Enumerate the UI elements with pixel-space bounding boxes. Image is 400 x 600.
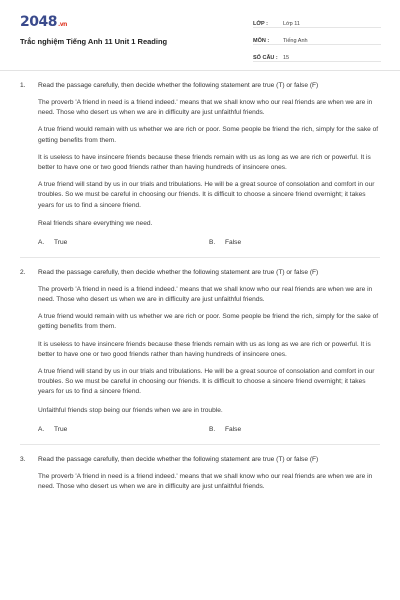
question-prompt: Read the passage carefully, then decide whether the following statement are true (T) or false (F) xyxy=(38,268,319,276)
logo-text: 2048 xyxy=(20,14,57,30)
question-number: 3. xyxy=(20,455,26,463)
option-text: False xyxy=(225,425,242,433)
question-statement: Real friends share everything we need. xyxy=(38,219,153,227)
passage-paragraph: The proverb 'A friend in need is a friend indeed.' means that we shall know who our real friends are when we are in need. Those who desert us when we are in difficulty are just unfaithful friends. xyxy=(38,99,373,117)
option-text: True xyxy=(54,425,68,433)
option-letter: A. xyxy=(38,425,45,433)
passage-paragraph: A true friend will stand by us in our trials and tribulations. He will be a great source of consolation and comfort in our troubles. So we must be careful in choosing our friends. It is difficult to choose a sincere friend overnight; it takes years for us to find a sincere friend. xyxy=(38,368,375,396)
question-3 xyxy=(0,445,400,492)
option-letter: B. xyxy=(209,425,216,433)
question-2 xyxy=(0,258,400,444)
option-b[interactable] xyxy=(209,239,380,246)
question-header xyxy=(20,268,380,278)
question-body xyxy=(20,285,380,444)
question-header xyxy=(20,81,380,91)
passage-paragraph: A true friend will stand by us in our trials and tribulations. He will be a great source of consolation and comfort in our troubles. So we must be careful in choosing our friends. It is difficult to choose a sincere friend overnight; it takes years for us to find a sincere friend. xyxy=(38,181,375,209)
meta-value-grade: Lớp 11 xyxy=(283,21,300,27)
question-prompt: Read the passage carefully, then decide whether the following statement are true (T) or false (F) xyxy=(38,455,319,463)
meta-value-count: 15 xyxy=(283,55,290,61)
quiz-meta xyxy=(253,14,381,65)
page-title: Trắc nghiệm Tiếng Anh 11 Unit 1 Reading xyxy=(20,37,168,46)
passage-paragraph: A true friend would remain with us whether we are rich or poor. Some people be friend the rich, simply for the sake of getting benefits from them. xyxy=(38,126,379,144)
meta-label-subject: MÔN : xyxy=(253,38,270,44)
meta-value-subject: Tiếng Anh xyxy=(283,38,308,44)
meta-label-count: SỐ CÂU : xyxy=(253,55,278,61)
meta-row-grade xyxy=(253,14,381,28)
logo-suffix: .vn xyxy=(57,21,67,28)
option-text: False xyxy=(225,238,242,246)
question-header xyxy=(20,455,380,465)
meta-row-subject xyxy=(253,31,381,45)
question-number: 1. xyxy=(20,82,26,89)
meta-row-count xyxy=(253,48,381,62)
question-prompt: Read the passage carefully, then decide whether the following statement are true (T) or false (F) xyxy=(38,82,319,89)
option-b[interactable] xyxy=(209,426,380,433)
option-letter: A. xyxy=(38,238,45,246)
passage-paragraph: It is useless to have insincere friends because these friends remain with us as long as we are rich or powerful. It is better to have one or two good friends rather than having hundreds of insincere ones. xyxy=(38,153,371,172)
question-body xyxy=(20,472,380,492)
passage-paragraph: The proverb 'A friend in need is a friend indeed.' means that we shall know who our real friends are when we are in need. Those who desert us when we are in difficulty are just unfaithful friends. xyxy=(38,285,373,304)
passage-paragraph: It is useless to have insincere friends because these friends remain with us as long as we are rich or powerful. It is better to have one or two good friends rather than having hundreds of insincere ones. xyxy=(38,340,371,358)
option-text: True xyxy=(54,238,68,246)
answer-options xyxy=(38,426,380,444)
question-statement: Unfaithful friends stop being our friends when we are in trouble. xyxy=(38,406,223,414)
passage-paragraph: The proverb 'A friend in need is a friend indeed.' means that we shall know who our real friends are when we are in need. Those who desert us when we are in difficulty are just unfaithful friends. xyxy=(38,472,373,490)
question-1 xyxy=(0,71,400,257)
option-a[interactable] xyxy=(38,426,209,433)
page-header xyxy=(0,0,400,68)
question-body xyxy=(20,98,380,257)
option-a[interactable] xyxy=(38,239,209,246)
option-letter: B. xyxy=(209,238,216,246)
answer-options xyxy=(38,239,380,257)
passage-paragraph: A true friend would remain with us whether we are rich or poor. Some people be friend the rich, simply for the sake of getting benefits from them. xyxy=(38,313,379,331)
question-number: 2. xyxy=(20,268,26,276)
meta-label-grade: LỚP : xyxy=(253,21,268,27)
